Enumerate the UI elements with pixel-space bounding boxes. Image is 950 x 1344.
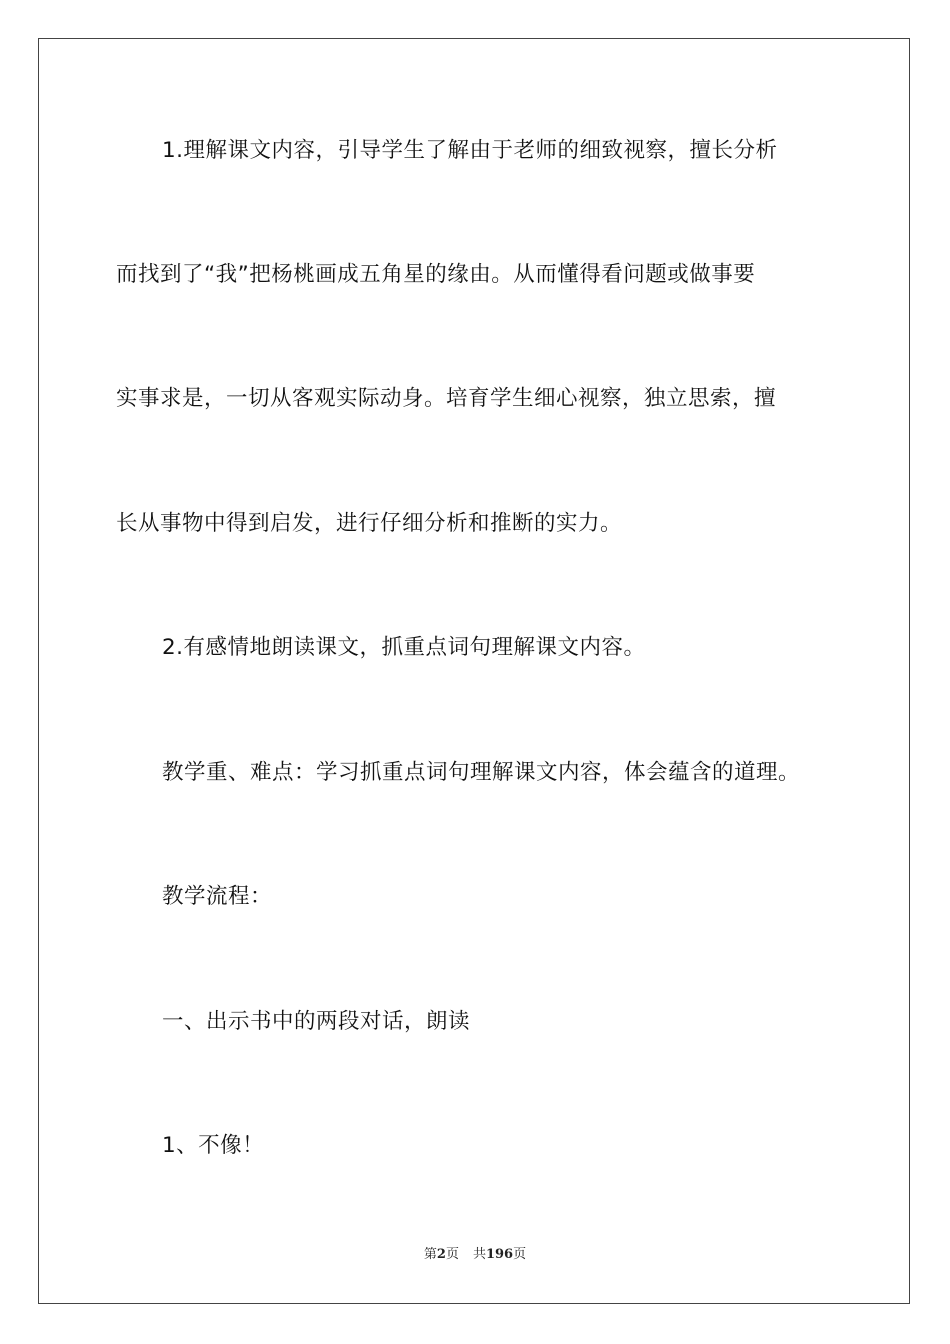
footer-total-suffix: 页 <box>513 1247 527 1262</box>
footer-page-total: 196 <box>485 1247 514 1262</box>
paragraph-line-5: 2.有感情地朗读课文，抓重点词句理解课文内容。 <box>162 635 646 660</box>
footer-page-suffix: 页 <box>445 1247 459 1262</box>
paragraph-line-7: 教学流程： <box>162 884 273 909</box>
paragraph-line-9: 1、不像！ <box>162 1133 265 1158</box>
paragraph-line-2: 而找到了“我”把杨桃画成五角星的缘由。从而懂得看问题或做事要 <box>116 262 756 287</box>
paragraph-line-8: 一、出示书中的两段对话，朗读 <box>162 1009 471 1034</box>
footer-page-prefix: 第 <box>423 1247 437 1262</box>
paragraph-line-6: 教学重、难点：学习抓重点词句理解课文内容，体会蕴含的道理。 <box>162 760 801 785</box>
page-border <box>38 38 910 1304</box>
footer-page-current: 2 <box>436 1247 446 1262</box>
paragraph-line-4: 长从事物中得到启发，进行仔细分析和推断的实力。 <box>116 511 623 536</box>
paragraph-line-1: 1.理解课文内容，引导学生了解由于老师的细致视察，擅长分析 <box>162 138 778 163</box>
page-footer <box>0 1246 950 1264</box>
paragraph-line-3: 实事求是，一切从客观实际动身。培育学生细心视察，独立思索，擅 <box>116 386 777 411</box>
footer-total-prefix: 共 <box>472 1247 486 1262</box>
